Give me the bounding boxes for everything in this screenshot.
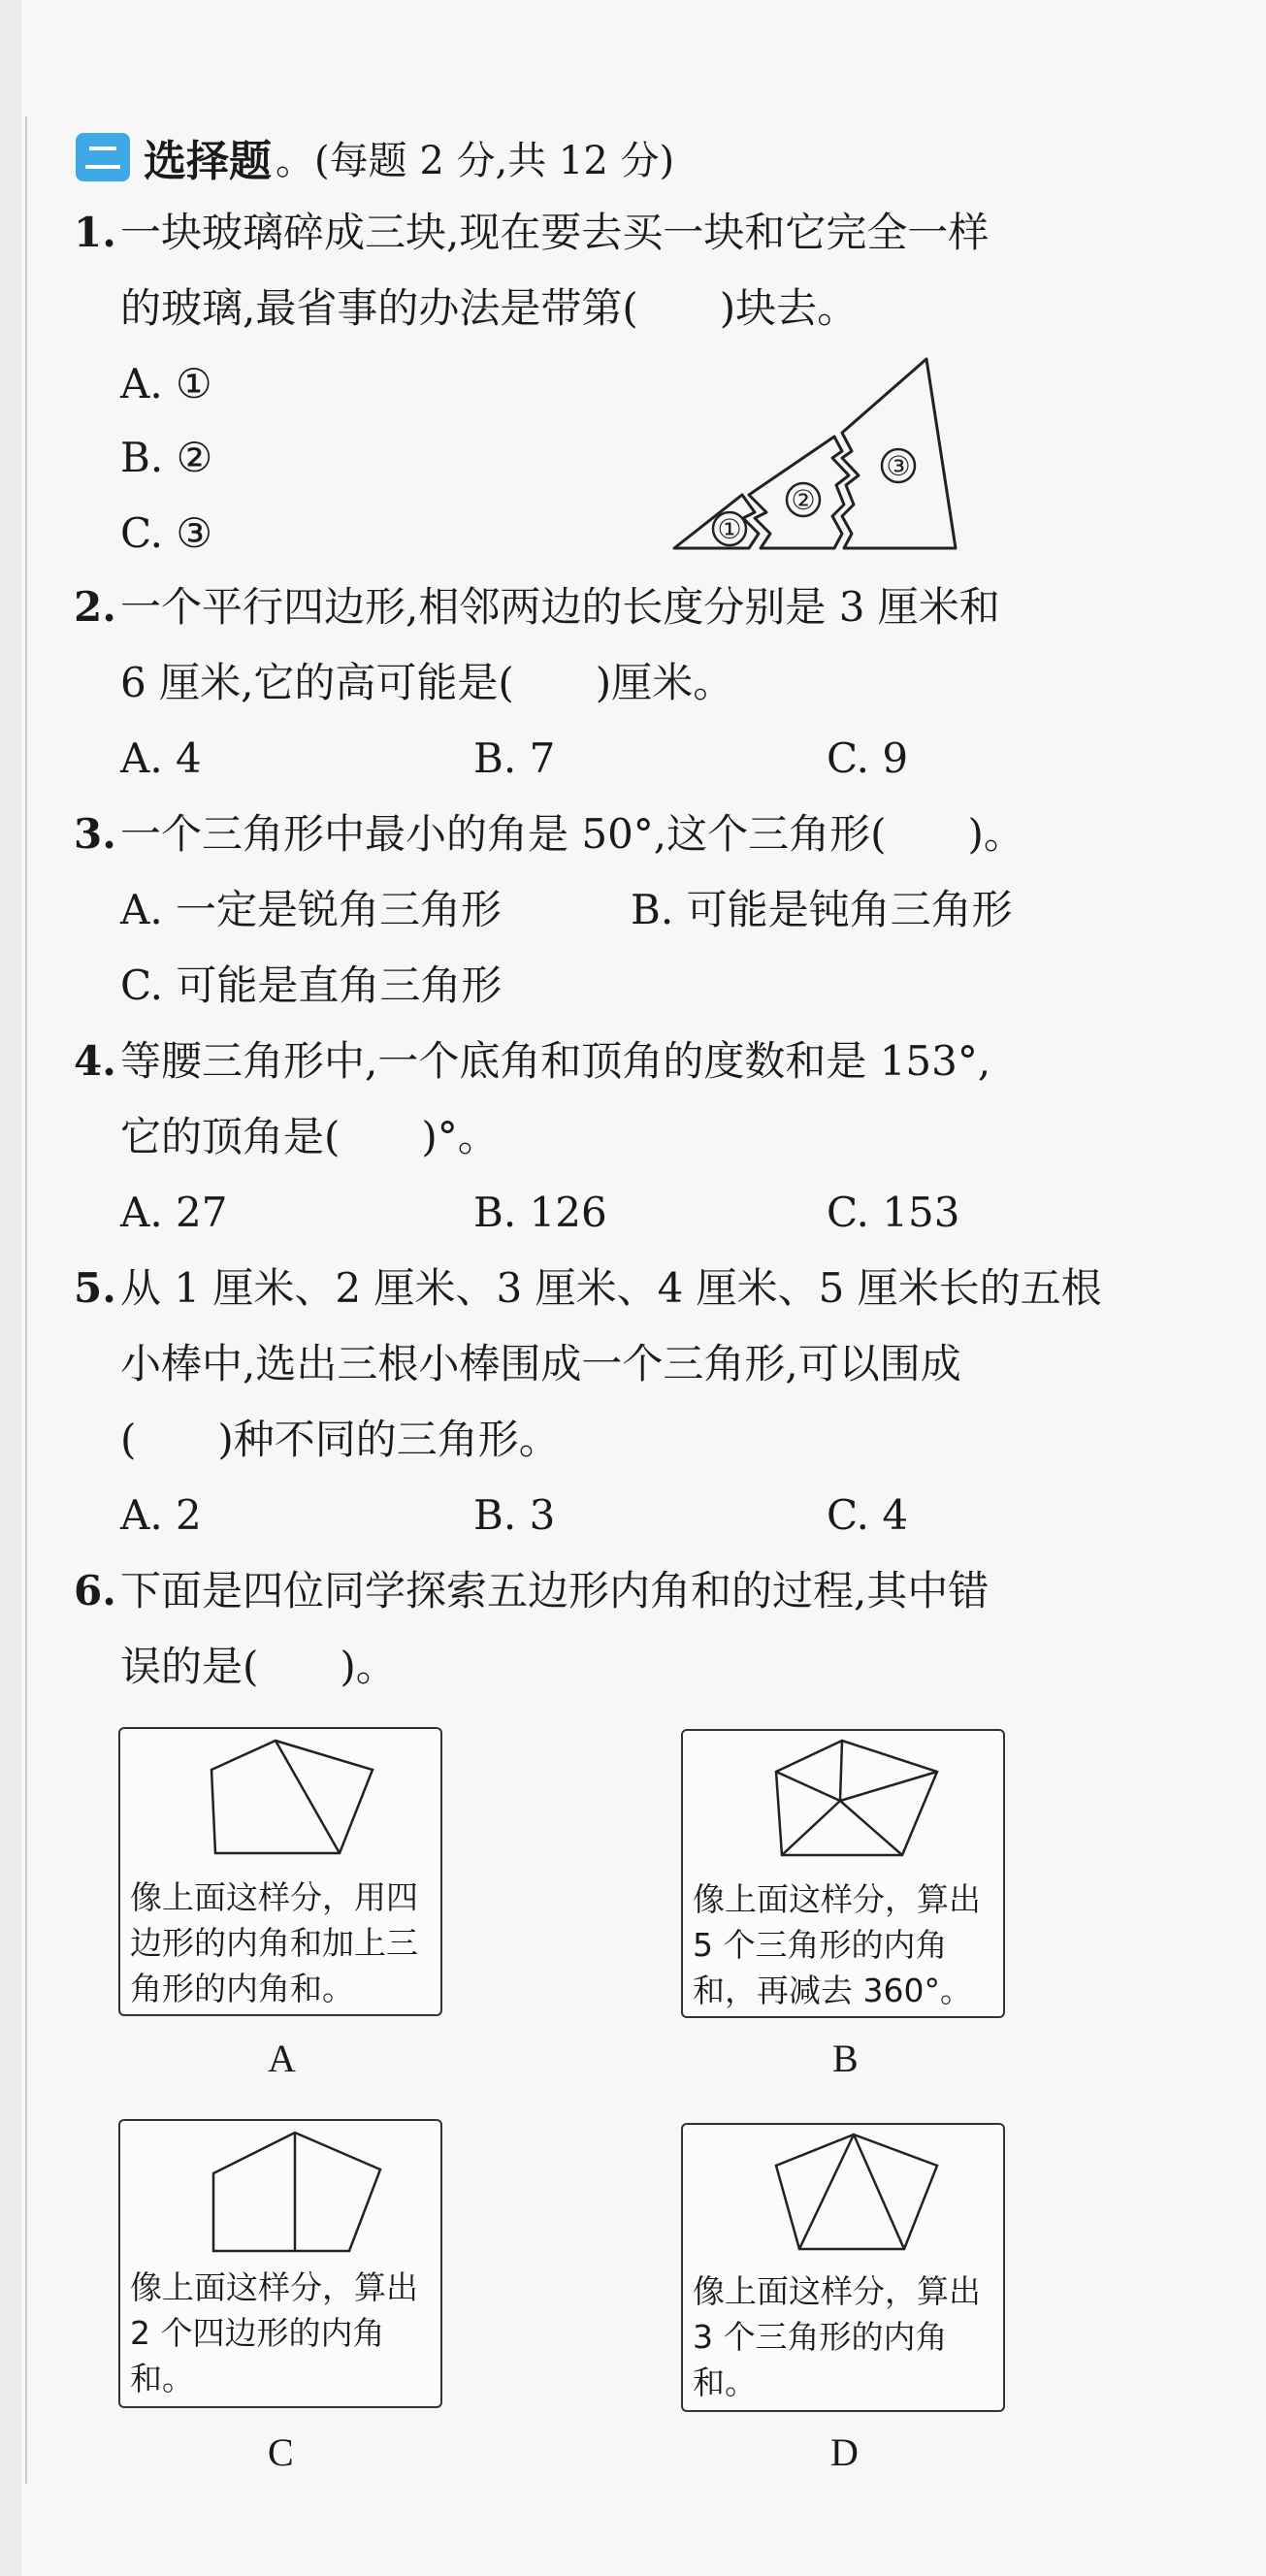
option-b[interactable]: B. 3 xyxy=(473,1491,556,1539)
method-card-b[interactable] xyxy=(681,1729,1005,2018)
option-c[interactable]: C. 9 xyxy=(827,734,909,782)
question-text-line: 一个三角形中最小的角是 50°,这个三角形( )。 xyxy=(120,810,1024,858)
option-a[interactable]: A. ① xyxy=(120,360,212,408)
card-label-a: A xyxy=(268,2037,296,2080)
option-c[interactable]: C. 153 xyxy=(827,1189,960,1236)
question-text-line: 它的顶角是( )°。 xyxy=(120,1113,499,1160)
pentagon-split-d xyxy=(683,2125,1003,2270)
method-card-a[interactable] xyxy=(118,1727,442,2016)
question-text-line: 一个平行四边形,相邻两边的长度分别是 3 厘米和 xyxy=(120,583,1000,631)
question-number: 5. xyxy=(74,1264,116,1312)
option-b[interactable]: B. 可能是钝角三角形 xyxy=(631,886,1013,933)
option-a[interactable]: A. 4 xyxy=(120,734,202,782)
question-text-line: 从 1 厘米、2 厘米、3 厘米、4 厘米、5 厘米长的五根 xyxy=(120,1264,1102,1312)
section-header xyxy=(76,128,674,186)
piece-label-2: ② xyxy=(791,484,816,516)
question-text-line: 的玻璃,最省事的办法是带第( )块去。 xyxy=(120,284,859,332)
broken-glass-figure xyxy=(669,349,980,563)
option-b[interactable]: B. ② xyxy=(120,434,213,481)
margin-rule xyxy=(25,116,27,2484)
section-number-glyph xyxy=(83,141,122,174)
question-number: 4. xyxy=(74,1037,116,1085)
option-a[interactable]: A. 27 xyxy=(120,1189,228,1236)
option-c[interactable]: C. 4 xyxy=(827,1491,909,1539)
pentagon-split-a xyxy=(120,1729,440,1875)
card-description: 像上面这样分，算出 2 个四边形的内角和。 xyxy=(130,2268,418,2397)
piece-label-3: ③ xyxy=(886,450,911,482)
question-number: 6. xyxy=(74,1567,116,1614)
option-c[interactable]: C. ③ xyxy=(120,509,212,557)
option-a[interactable]: A. 一定是锐角三角形 xyxy=(120,886,503,933)
piece-label-1: ① xyxy=(717,513,742,545)
question-text-line: 误的是( )。 xyxy=(120,1643,397,1690)
section-badge xyxy=(76,133,130,181)
section-title: 选择题 xyxy=(144,137,272,186)
section-subtitle: 。(每题 2 分,共 12 分) xyxy=(276,138,675,183)
page-edge xyxy=(0,0,21,2576)
method-card-d[interactable] xyxy=(681,2123,1005,2412)
option-b[interactable]: B. 126 xyxy=(473,1189,607,1236)
card-label-b: B xyxy=(832,2037,859,2080)
card-description: 像上面这样分，算出 5 个三角形的内角和，再减去 360°。 xyxy=(693,1880,981,2009)
card-label-c: C xyxy=(268,2430,294,2474)
question-text-line: 等腰三角形中,一个底角和顶角的度数和是 153°, xyxy=(120,1037,991,1085)
question-text-line: 6 厘米,它的高可能是( )厘米。 xyxy=(120,659,734,706)
pentagon-split-c xyxy=(120,2121,440,2266)
method-card-c[interactable] xyxy=(118,2119,442,2408)
option-a[interactable]: A. 2 xyxy=(120,1491,202,1539)
card-label-d: D xyxy=(830,2430,859,2474)
option-b[interactable]: B. 7 xyxy=(473,734,556,782)
question-text-line: 一块玻璃碎成三块,现在要去买一块和它完全一样 xyxy=(120,209,990,256)
card-description: 像上面这样分，算出 3 个三角形的内角和。 xyxy=(693,2272,981,2401)
question-text-line: ( )种不同的三角形。 xyxy=(120,1416,560,1463)
question-text-line: 小棒中,选出三根小棒围成一个三角形,可以围成 xyxy=(120,1340,961,1387)
question-text-line: 下面是四位同学探索五边形内角和的过程,其中错 xyxy=(120,1567,990,1614)
option-c[interactable]: C. 可能是直角三角形 xyxy=(120,962,503,1009)
pentagon-split-b xyxy=(683,1731,1003,1876)
question-number: 2. xyxy=(74,583,116,631)
question-number: 1. xyxy=(74,209,116,256)
card-description: 像上面这样分，用四边形的内角和加上三角形的内角和。 xyxy=(130,1878,418,2007)
question-number: 3. xyxy=(74,810,116,858)
